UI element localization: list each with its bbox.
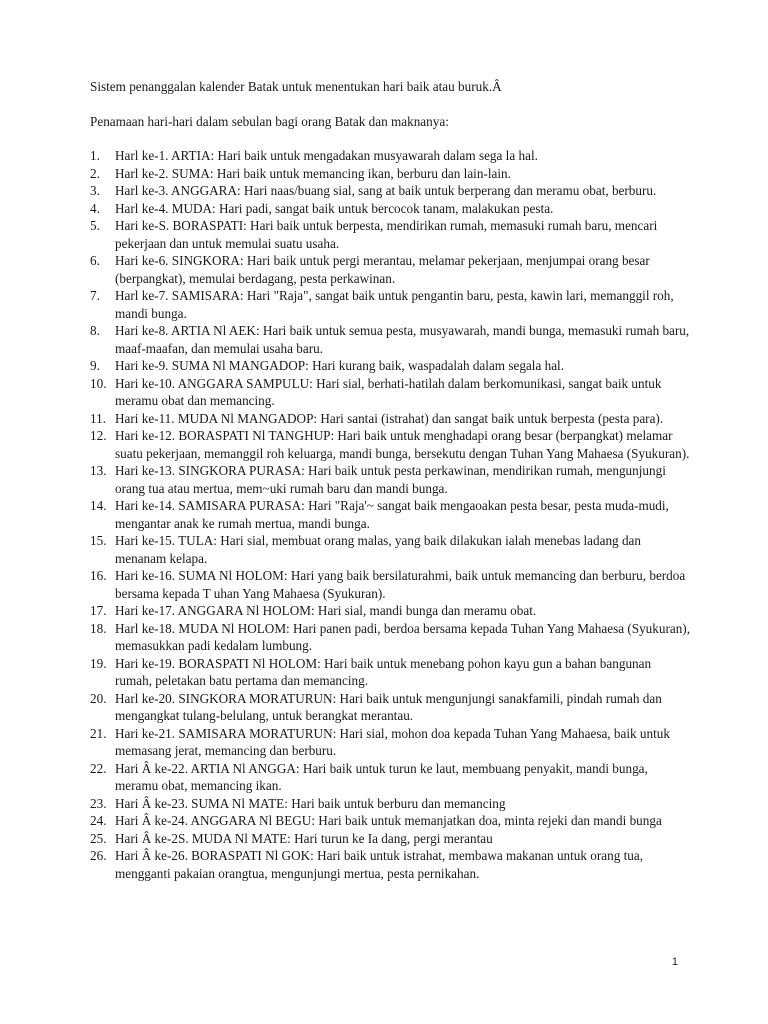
list-item — [90, 165, 690, 183]
list-item — [90, 567, 690, 602]
list-item — [90, 410, 690, 428]
list-item-text: Hari ke-S. BORASPATI: Hari baik untuk berpesta, mendirikan rumah, memasuki rumah baru, mencari pekerjaan dan untuk memulai suatu usaha. — [115, 218, 658, 251]
list-item-text: Hari ke-10. ANGGARA SAMPULU: Hari sial, berhati-hatilah dalam berkomunikasi, sangat baik untuk meramu obat dan memancing. — [115, 375, 662, 408]
list-item-number: 13. — [90, 463, 107, 478]
list-item-number: 7. — [90, 288, 100, 303]
list-item — [90, 830, 690, 848]
list-item-number: 19. — [90, 655, 107, 671]
list-item — [90, 812, 690, 830]
list-item-number: 15. — [90, 533, 107, 548]
list-item — [90, 725, 690, 760]
list-item-number: 22. — [90, 760, 107, 776]
list-item-number: 16. — [90, 568, 107, 583]
list-item-number: 12. — [90, 428, 107, 443]
list-item-number: 24. — [90, 813, 107, 828]
list-item-text: Hari ke-17. ANGGARA Nl HOLOM: Hari sial, mandi bunga dan meramu obat. — [115, 603, 537, 618]
list-item-text: Harl ke-2. SUMA: Hari baik untuk memancing ikan, berburu dan lain-lain. — [115, 165, 511, 181]
list-item — [90, 147, 690, 165]
list-item — [90, 217, 690, 252]
list-item-text: Harl ke-20. SINGKORA MORATURUN: Hari baik untuk mengunjungi sanakfamili, pindah rumah dan mengangkat tulang-belulang, untuk berangkat merantau. — [115, 690, 662, 723]
list-item — [90, 847, 690, 882]
list-item — [90, 182, 690, 200]
list-item — [90, 287, 690, 322]
list-item-text: Hari ke-21. SAMISARA MORATURUN: Hari sial, mohon doa kepada Tuhan Yang Mahaesa, baik untuk memasang jerat, memancing dan berburu. — [115, 725, 670, 758]
list-item — [90, 497, 690, 532]
list-item-number: 3. — [90, 183, 100, 198]
list-item-number: 20. — [90, 690, 107, 706]
list-item-number: 14. — [90, 498, 107, 513]
list-item-number: 2. — [90, 165, 100, 181]
intro-line: Sistem penanggalan kalender Batak untuk menentukan hari baik atau buruk.Â — [90, 79, 502, 94]
list-item-text: Hari ke-9. SUMA Nl MANGADOP: Hari kurang baik, waspadalah dalam segala hal. — [115, 358, 565, 373]
list-item-number: 9. — [90, 358, 100, 373]
list-item — [90, 252, 690, 287]
list-item-text: Harl ke-4. MUDA: Hari padi, sangat baik untuk bercocok tanam, malakukan pesta. — [115, 200, 554, 216]
list-item-text: Hari Â ke-26. BORASPATI Nl GOK: Hari baik untuk istrahat, membawa makanan untuk orang tua, mengganti pakaian orangtua, mengunjungi mertua, pesta pernikahan. — [115, 848, 644, 881]
list-item-text: Hari ke-6. SINGKORA: Hari baik untuk pergi merantau, melamar pekerjaan, menjumpai orang besar (berpangkat), memulai berdagang, pesta perkawinan. — [115, 253, 650, 286]
document-page — [90, 78, 690, 882]
list-item — [90, 795, 690, 813]
document-subtitle: Penamaan hari-hari dalam sebulan bagi orang Batak dan maknanya: — [90, 113, 449, 129]
list-item-text: Hari ke-19. BORASPATI Nl HOLOM: Hari baik untuk menebang pohon kayu gun a bahan bangunan rumah, peletakan batu pertama dan memancing. — [115, 655, 652, 688]
day-list — [90, 147, 690, 882]
list-item-number: 11. — [90, 410, 106, 426]
list-item-number: 23. — [90, 795, 107, 811]
list-item — [90, 375, 690, 410]
list-item — [90, 690, 690, 725]
list-item — [90, 200, 690, 218]
list-item-text: Hari ke-16. SUMA Nl HOLOM: Hari yang baik bersilaturahmi, baik untuk memancing dan berburu, berdoa bersama kepada T uhan Yang Mahaesa (Syukuran). — [115, 568, 686, 601]
list-item-number: 8. — [90, 323, 100, 338]
list-item — [90, 322, 690, 357]
list-item-number: 26. — [90, 848, 107, 863]
list-item — [90, 655, 690, 690]
list-item — [90, 760, 690, 795]
list-item — [90, 602, 690, 620]
list-item-number: 17. — [90, 603, 107, 618]
list-item-number: 1. — [90, 148, 100, 163]
list-item — [90, 532, 690, 567]
list-item-number: 5. — [90, 218, 100, 233]
list-item-text: Harl ke-7. SAMISARA: Hari "Raja", sangat baik untuk pengantin baru, pesta, kawin lari, memanggil roh, mandi bunga. — [115, 288, 674, 321]
page-number: 1 — [671, 956, 678, 968]
list-item-text: Hari ke-12. BORASPATI Nl TANGHUP: Hari baik untuk menghadapi orang besar (berpangkat) melamar suatu pekerjaan, memanggil roh keluarga, mandi bunga, bersekutu dengan Tuhan Yang Mahaesa (Syukuran). — [115, 428, 690, 461]
list-item-text: Hari Â ke-24. ANGGARA Nl BEGU: Hari baik untuk memanjatkan doa, minta rejeki dan mandi bunga — [115, 813, 662, 828]
list-item-number: 21. — [90, 725, 107, 741]
list-item-text: Harl ke-3. ANGGARA: Hari naas/buang sial, sang at baik untuk berperang dan meramu obat, berburu. — [115, 183, 657, 198]
paragraph-gap — [90, 130, 690, 147]
list-item-text: Hari ke-8. ARTIA Nl AEK: Hari baik untuk semua pesta, musyawarah, mandi bunga, memasuki rumah baru, maaf-maafan, dan memulai usaha baru. — [115, 323, 690, 356]
list-item — [90, 620, 690, 655]
list-item-number: 18. — [90, 620, 107, 636]
list-item-text: Hari Â ke-22. ARTIA Nl ANGGA: Hari baik untuk turun ke laut, membuang penyakit, mandi bunga, meramu obat, memancing ikan. — [115, 760, 648, 793]
list-item — [90, 427, 690, 462]
list-item — [90, 357, 690, 375]
list-item-number: 10. — [90, 375, 107, 391]
list-item-text: Hari Â ke-2S. MUDA Nl MATE: Hari turun ke Ia dang, pergi merantau — [115, 830, 493, 846]
list-item-text: Harl ke-1. ARTIA: Hari baik untuk mengadakan musyawarah dalam sega la hal. — [115, 148, 538, 163]
list-item — [90, 462, 690, 497]
list-item-text: Hari Â ke-23. SUMA Nl MATE: Hari baik untuk berburu dan memancing — [115, 795, 506, 811]
list-item-text: Hari ke-14. SAMISARA PURASA: Hari "Raja'~ sangat baik mengaoakan pesta besar, pesta muda-mudi, mengantar anak ke rumah mertua, mandi bunga. — [115, 498, 669, 531]
list-item-text: Harl ke-18. MUDA Nl HOLOM: Hari panen padi, berdoa bersama kepada Tuhan Yang Mahaesa (Syukuran), memasukkan padi kedalam lumbung. — [115, 620, 690, 653]
list-item-number: 25. — [90, 830, 107, 846]
list-item-text: Hari ke-13. SINGKORA PURASA: Hari baik untuk pesta perkawinan, mendirikan rumah, mengunjungi orang tua atau mertua, mem~uki rumah baru dan mandi bunga. — [115, 463, 666, 496]
list-item-number: 6. — [90, 253, 100, 268]
list-item-text: Hari ke-11. MUDA Nl MANGADOP: Hari santai (istrahat) dan sangat baik untuk berpesta (pesta para). — [115, 410, 664, 426]
paragraph-gap — [90, 96, 690, 113]
list-item-text: Hari ke-15. TULA: Hari sial, membuat orang malas, yang baik dilakukan ialah menebas ladang dan menanam kelapa. — [115, 533, 641, 566]
list-item-number: 4. — [90, 200, 100, 216]
